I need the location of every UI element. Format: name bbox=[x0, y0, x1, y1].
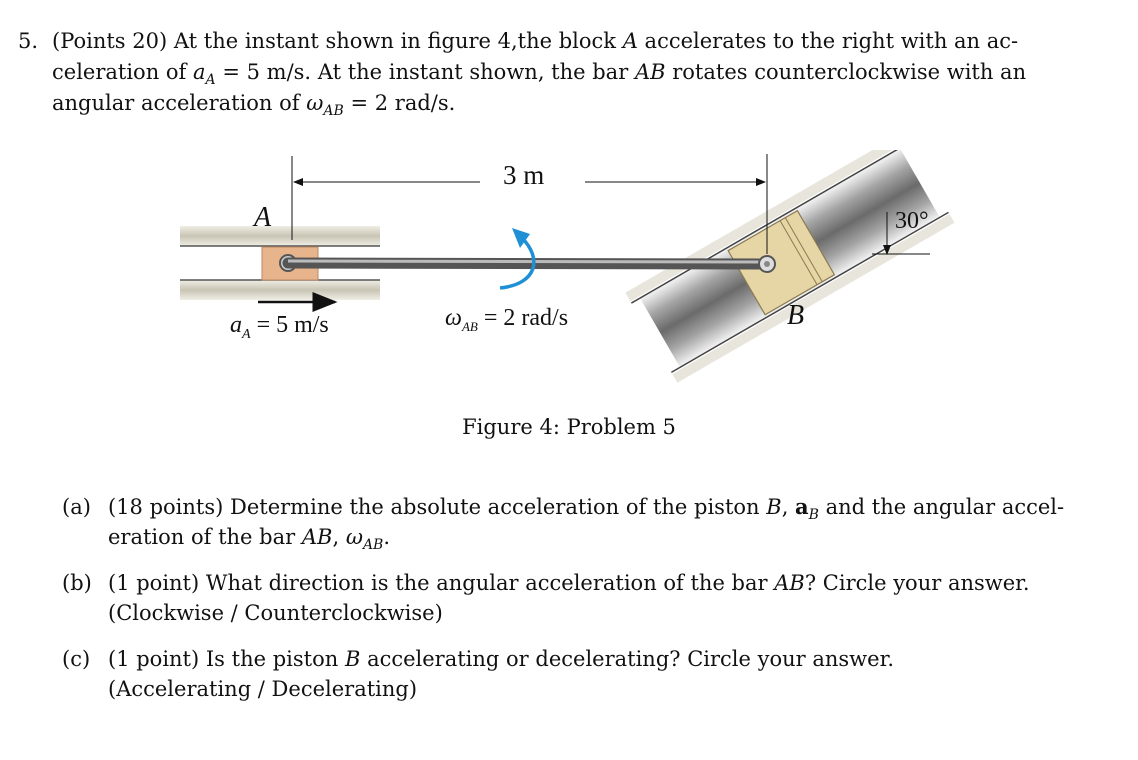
omega-label: $\omega_{AB} = 2$ rad/s bbox=[445, 305, 569, 334]
answer-options: (Accelerating / Decelerating) bbox=[108, 677, 418, 701]
label-b: B bbox=[787, 300, 805, 331]
mechanism-diagram bbox=[160, 150, 960, 400]
problem-text: At the instant shown, the bar bbox=[317, 60, 629, 84]
part-text: What direction is the angular acceleration of the bar bbox=[205, 571, 768, 595]
problem-number: 5. bbox=[18, 29, 39, 53]
problem-text: accelerates to the right with an ac- bbox=[644, 29, 1019, 53]
aA-symbol: $a_A$ bbox=[193, 60, 216, 89]
part-text: eration of the bar bbox=[108, 525, 296, 549]
figure-caption: Figure 4: Problem 5 bbox=[462, 415, 676, 439]
var-b: B bbox=[344, 647, 361, 671]
var-ab: AB bbox=[774, 571, 805, 595]
part-text: Determine the absolute acceleration of the piston bbox=[230, 495, 760, 519]
part-c bbox=[62, 644, 1122, 704]
dimension-label: 3 m bbox=[503, 160, 545, 190]
var-b: B bbox=[766, 495, 782, 519]
part-text: Is the piston bbox=[205, 647, 339, 671]
problem-points: (Points 20) bbox=[52, 29, 168, 53]
part-text: accelerating or decelerating? Circle your answer. bbox=[367, 647, 894, 671]
problem-parts bbox=[62, 492, 1122, 720]
part-label: (c) bbox=[62, 647, 91, 671]
aA-value: = 5 m/s. bbox=[222, 60, 312, 84]
part-label: (a) bbox=[62, 495, 91, 519]
part-points: (1 point) bbox=[108, 571, 200, 595]
problem-statement bbox=[18, 26, 1118, 119]
part-points: (18 points) bbox=[108, 495, 224, 519]
part-label: (b) bbox=[62, 571, 92, 595]
label-a: A bbox=[254, 202, 272, 233]
problem-text: angular acceleration of bbox=[52, 91, 300, 115]
omega-symbol: $\omega_{AB}$ bbox=[306, 91, 344, 120]
var-ab: AB bbox=[301, 525, 333, 549]
part-text: and the angular accel- bbox=[825, 495, 1065, 519]
omega-value: = 2 rad/s. bbox=[350, 91, 456, 115]
part-a: (a) (18 points) Determine the absolute acceleration of the piston B, $a_B$ and the angular accel- eration of the bar AB, $\omega_{AB}$. bbox=[62, 494, 1065, 554]
var-ab: AB bbox=[634, 60, 666, 84]
figure-4 bbox=[160, 150, 960, 400]
angle-label: 30° bbox=[895, 208, 929, 234]
problem-text: celeration of bbox=[52, 60, 187, 84]
omega-symbol: $\omega_{AB}$ bbox=[345, 525, 384, 554]
answer-options: (Clockwise / Counterclockwise) bbox=[108, 601, 443, 625]
part-points: (1 point) bbox=[108, 647, 200, 671]
part-b bbox=[62, 568, 1122, 628]
problem-text: rotates counterclockwise with an bbox=[672, 60, 1027, 84]
problem-text: At the instant shown in figure 4,the block bbox=[173, 29, 616, 53]
aA-label: $a_A = 5$ m/s bbox=[230, 312, 329, 342]
aB-symbol: $a_B$ bbox=[795, 494, 819, 524]
var-a: A bbox=[622, 29, 638, 53]
problem-body bbox=[18, 26, 1118, 119]
part-text: ? Circle your answer. bbox=[804, 571, 1030, 595]
